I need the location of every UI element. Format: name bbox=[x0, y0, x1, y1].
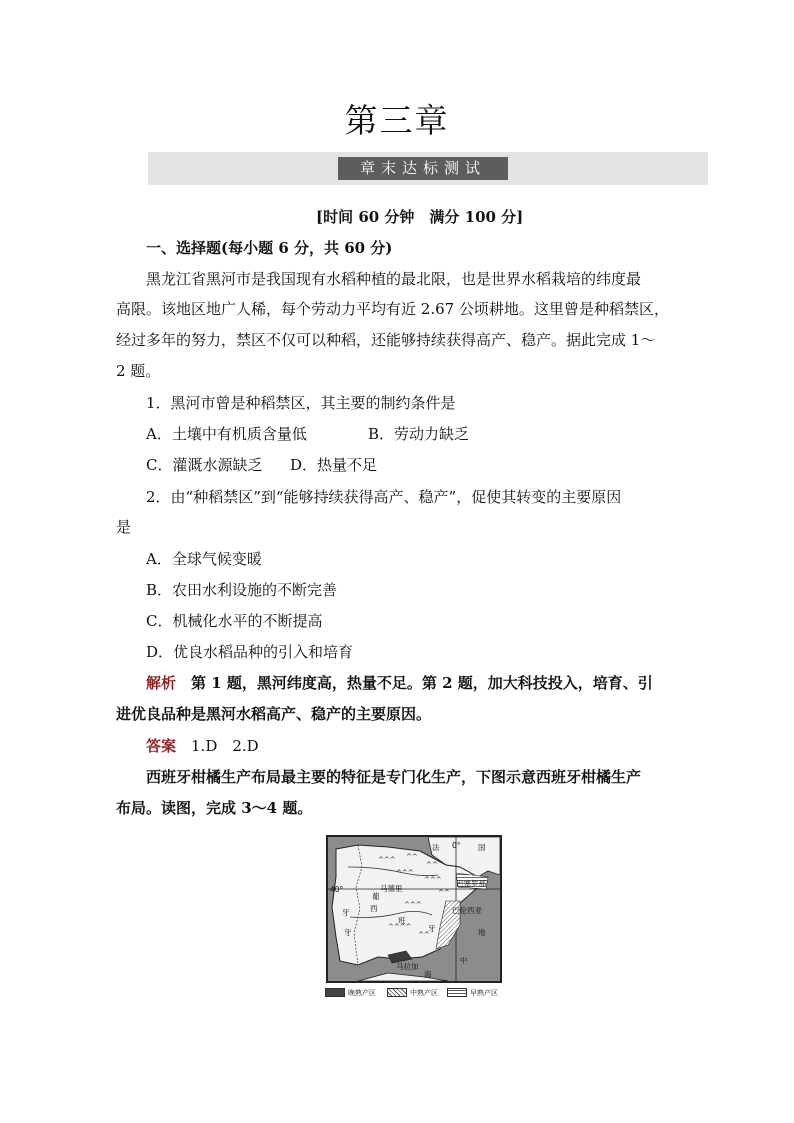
svg-text:^^: ^^ bbox=[418, 931, 430, 939]
svg-text:^^^: ^^^ bbox=[404, 901, 422, 909]
passage2-line: 西班牙柑橘生产布局最主要的特征是专门化生产，下图示意西班牙柑橘生产 bbox=[146, 768, 642, 786]
analysis-label: 解析 bbox=[146, 674, 177, 692]
answer-line bbox=[146, 736, 259, 756]
legend-late-label: 晚熟产区 bbox=[348, 989, 376, 997]
label-pu-lower: 牙 bbox=[344, 928, 352, 937]
legend-early-swatch bbox=[447, 988, 467, 997]
svg-text:^^^: ^^^ bbox=[378, 856, 396, 864]
analysis-line-2: 进优良品种是黑河水稻高产、稳产的主要原因。 bbox=[116, 705, 432, 723]
q1-option-d: D．热量不足 bbox=[290, 456, 378, 474]
label-madrid: 马德里 bbox=[380, 884, 403, 893]
label-barcelona: 巴塞罗那 bbox=[456, 879, 486, 888]
q2-option-b: B．农田水利设施的不断完善 bbox=[146, 581, 338, 599]
label-fa: 法 bbox=[432, 843, 440, 852]
test-meta: [时间 60 分钟 满分 100 分] bbox=[316, 208, 524, 226]
legend-mid-swatch bbox=[387, 988, 407, 997]
q1-option-b: B．劳动力缺乏 bbox=[368, 425, 470, 443]
q1-option-a: A．土壤中有机质含量低 bbox=[146, 425, 307, 443]
svg-text:^^: ^^ bbox=[406, 853, 418, 861]
label-di: 地 bbox=[478, 928, 486, 937]
analysis-line bbox=[146, 673, 653, 693]
map-svg bbox=[328, 837, 500, 981]
q2-option-d: D．优良水稻品种的引入和培育 bbox=[146, 643, 354, 661]
passage1-line: 经过多年的努力，禁区不仅可以种稻，还能够持续获得高产、稳产。据此完成 1～ bbox=[116, 331, 656, 349]
answer-label: 答案 bbox=[146, 737, 177, 755]
map-legend bbox=[325, 986, 515, 1000]
label-zhong: 中 bbox=[460, 956, 468, 965]
label-ya2: 牙 bbox=[342, 908, 350, 917]
label-malaga: 马拉加 bbox=[396, 962, 419, 971]
question-1-stem: 1．黑河市曾是种稻禁区，其主要的制约条件是 bbox=[146, 394, 456, 412]
passage2-line: 布局。读图，完成 3～4 题。 bbox=[116, 799, 313, 817]
label-valencia: 巴伦西亚 bbox=[452, 906, 482, 915]
label-ya: 牙 bbox=[428, 924, 436, 933]
passage1-line: 高限。该地区地广人稀，每个劳动力平均有近 2.67 公顷耕地。这里曾是种稻禁区， bbox=[116, 300, 669, 318]
legend-early-label: 早熟产区 bbox=[470, 989, 498, 997]
q1-option-c: C．灌溉水源缺乏 bbox=[146, 456, 263, 474]
passage1-line: 2 题。 bbox=[116, 362, 161, 380]
svg-text:^^: ^^ bbox=[426, 861, 438, 869]
label-pu: 葡 bbox=[372, 892, 380, 901]
q2-option-a: A．全球气候变暖 bbox=[146, 550, 262, 568]
chapter-title: 第三章 bbox=[344, 101, 450, 140]
legend-mid-label: 中熟产区 bbox=[410, 989, 438, 997]
question-2-stem-cont: 是 bbox=[116, 518, 132, 536]
label-forty: 40° bbox=[330, 885, 344, 894]
label-hai: 海 bbox=[424, 970, 432, 979]
banner-label: 章末达标测试 bbox=[338, 157, 508, 180]
label-guo: 国 bbox=[478, 843, 486, 852]
svg-text:^^: ^^ bbox=[438, 889, 450, 897]
passage1-line: 黑龙江省黑河市是我国现有水稻种植的最北限，也是世界水稻栽培的纬度最 bbox=[146, 270, 642, 288]
label-ban: 班 bbox=[398, 916, 406, 925]
label-xi: 西 bbox=[370, 904, 378, 913]
legend-late-swatch bbox=[325, 988, 345, 997]
svg-text:^^^: ^^^ bbox=[424, 876, 442, 884]
label-zero: 0° bbox=[452, 841, 461, 850]
analysis-text: 第 1 题，黑河纬度高，热量不足。第 2 题，加大科技投入，培育、引 bbox=[176, 674, 653, 692]
q2-option-c: C．机械化水平的不断提高 bbox=[146, 612, 323, 630]
svg-text:^^^^: ^^^^ bbox=[388, 923, 412, 931]
section-banner bbox=[148, 152, 708, 185]
section-heading: 一、选择题(每小题 6 分，共 60 分) bbox=[146, 239, 393, 257]
answer-text: 1.D 2.D bbox=[176, 737, 259, 755]
question-2-stem: 2．由“种稻禁区”到“能够持续获得高产、稳产”，促使其转变的主要原因 bbox=[146, 488, 622, 506]
spain-citrus-map bbox=[326, 835, 502, 983]
svg-text:^^^: ^^^ bbox=[396, 869, 414, 877]
